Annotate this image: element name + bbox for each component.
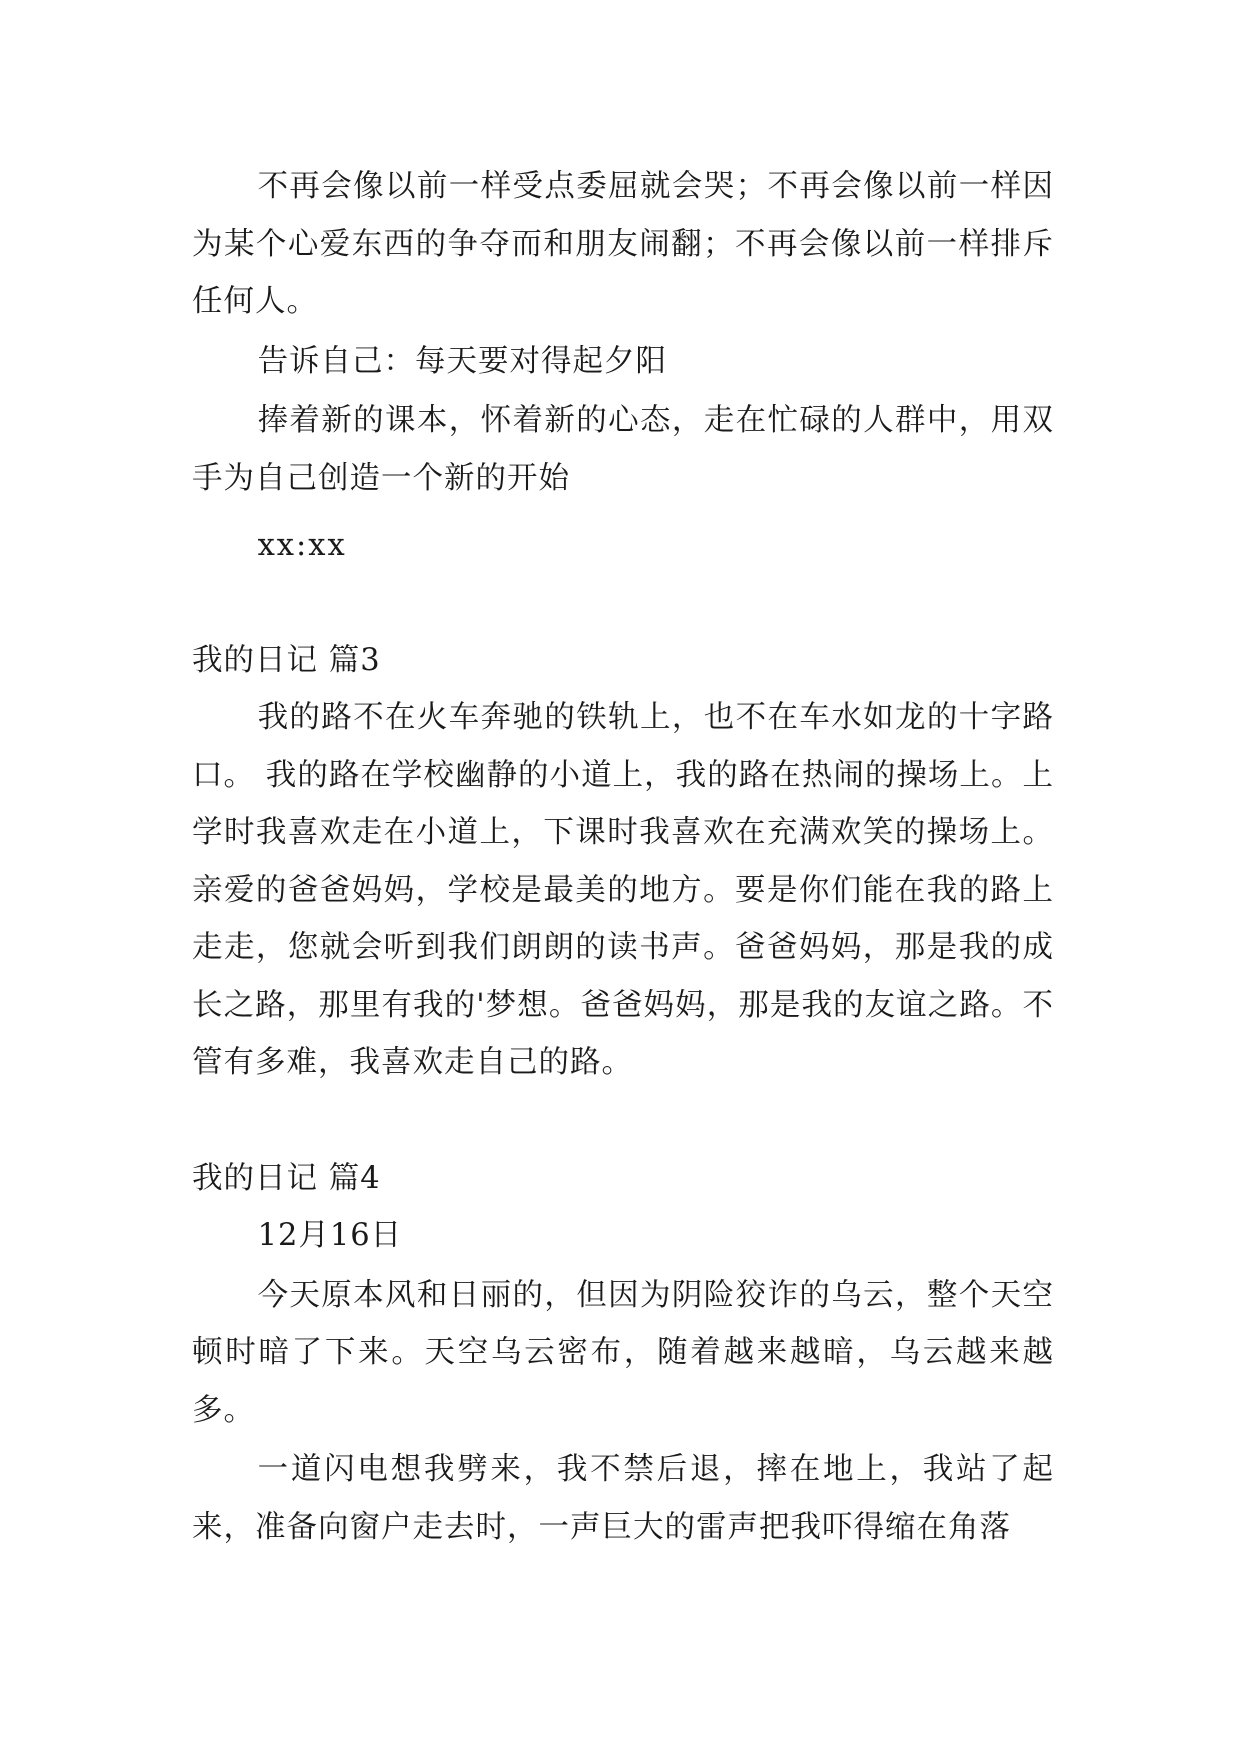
section-heading-4: 我的日记 篇4	[192, 1160, 381, 1196]
document-body	[192, 158, 1054, 1556]
paragraph: 今天原本风和日丽的，但因为阴险狡诈的乌云，整个天空顿时暗了下来。天空乌云密布，随着越来越暗，乌云越来越多。	[192, 1277, 1054, 1428]
time-stamp: xx:xx	[257, 528, 347, 563]
paragraph: 我的路不在火车奔驰的铁轨上，也不在车水如龙的十字路口。 我的路在学校幽静的小道上，我的路在热闹的操场上。上学时我喜欢走在小道上，下课时我喜欢在充满欢笑的操场上。亲爱的爸爸妈妈，学校是最美的地方。要是你们能在我的路上走走，您就会听到我们朗朗的读书声。爸爸妈妈，那是我的成长之路，那里有我的'梦想。爸爸妈妈，那是我的友谊之路。不管有多难，我喜欢走自己的路。	[192, 700, 1054, 1080]
diary-date: 12月16日	[257, 1218, 403, 1253]
paragraph: 一道闪电想我劈来，我不禁后退，摔在地上，我站了起来，准备向窗户走去时，一声巨大的雷声把我吓得缩在角落	[192, 1452, 1054, 1545]
paragraph: 告诉自己：每天要对得起夕阳	[257, 343, 668, 379]
paragraph: 捧着新的课本，怀着新的心态，走在忙碌的人群中，用双手为自己创造一个新的开始	[192, 403, 1054, 496]
paragraph: 不再会像以前一样受点委屈就会哭；不再会像以前一样因为某个心爱东西的争夺而和朋友闹翻；不再会像以前一样排斥任何人。	[192, 169, 1054, 319]
section-heading-3: 我的日记 篇3	[192, 642, 381, 678]
